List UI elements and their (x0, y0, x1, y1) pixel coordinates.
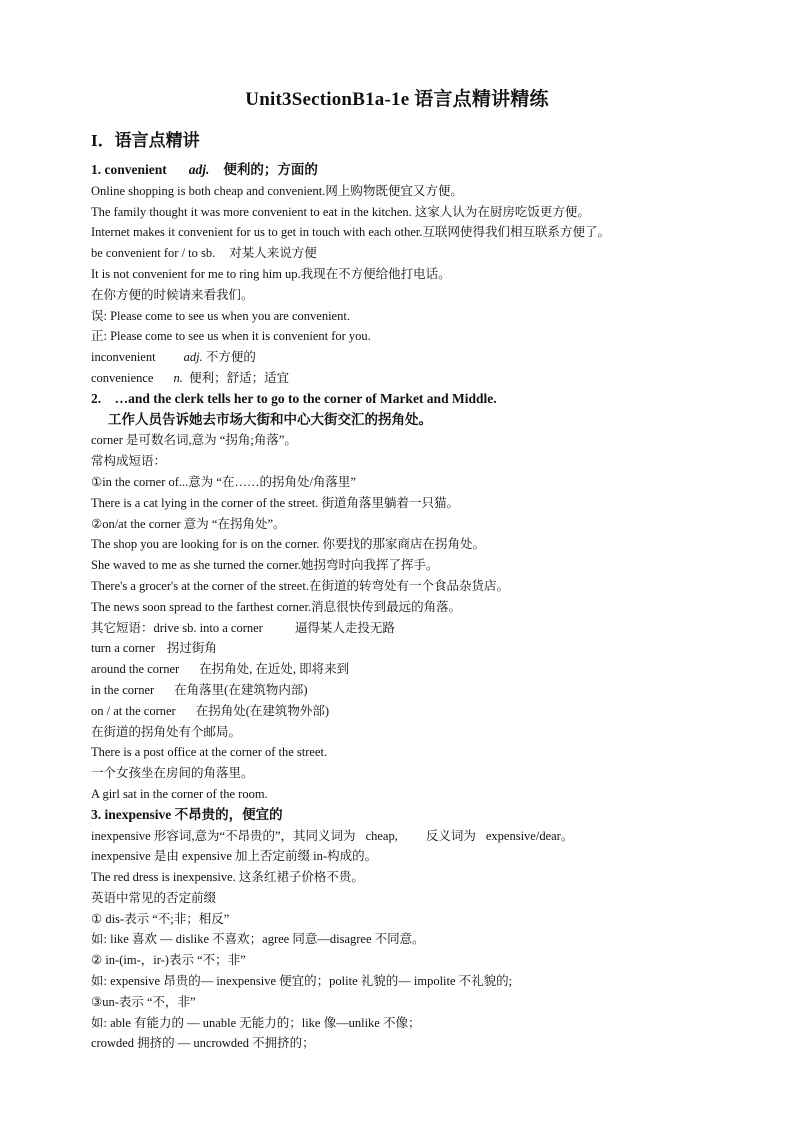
example-line: 如: expensive 昂贵的— inexpensive 便宜的；polite 礼貌的— impolite 不礼貌的; (91, 974, 513, 989)
explanation-line: ② in-(im-，ir-)表示 “不；非” (91, 953, 246, 968)
right-example: 正: Please come to see us when it is convenient for you. (91, 329, 371, 344)
explanation-part: inexpensive 形容词,意为“不昂贵的”，其同义词为 (91, 828, 356, 843)
item1-word: 1. convenient (91, 162, 167, 177)
phrase-line (91, 659, 731, 680)
explanation-line: inexpensive 是由 expensive 加上否定前缀 in-构成的。 (91, 849, 378, 864)
phrase-line (91, 701, 731, 722)
example-line: The family thought it was more convenient to eat in the kitchen. 这家人认为在厨房吃饭更方便。 (91, 204, 590, 219)
explanation-line (91, 826, 731, 847)
example-line: A girl sat in the corner of the room. (91, 786, 268, 801)
example-line: 在街道的拐角处有个邮局。 (91, 724, 242, 739)
page-title: Unit3SectionB1a-1e 语言点精讲精练 (245, 89, 549, 110)
section-heading: I．语言点精讲 (91, 131, 200, 150)
phrase-en: in the corner (91, 682, 155, 697)
word-meaning: 便利；舒适；适宜 (189, 370, 290, 385)
example-line: 如: able 有能力的 — unable 无能力的；like 像—unlike 不像； (91, 1015, 421, 1030)
phrase-zh: 对某人来说方便 (229, 246, 317, 261)
phrase-zh: 在角落里(在建筑物内部) (174, 682, 308, 697)
phrase-en: be convenient for / to sb. (91, 246, 216, 261)
example-line: crowded 拥挤的 — uncrowded 不拥挤的； (91, 1036, 315, 1051)
explanation-line: ①in the corner of...意为 “在……的拐角处/角落里” (91, 474, 356, 489)
item1-pos: adj. (188, 162, 210, 177)
explanation-part: 反义词为 (425, 828, 476, 843)
phrase-zh: 在拐角处(在建筑物外部) (195, 703, 330, 718)
example-line: Online shopping is both cheap and convenient.网上购物既便宜又方便。 (91, 183, 463, 198)
word-pos: adj. (183, 350, 203, 365)
explanation-line: 英语中常见的否定前缀 (91, 890, 217, 905)
phrase-line (91, 618, 731, 639)
document-body (91, 126, 731, 1054)
phrase-line (91, 243, 731, 264)
synonym: cheap, (365, 828, 398, 843)
word-line (91, 347, 731, 368)
wrong-example: 误: Please come to see us when you are convenient. (91, 308, 350, 323)
phrase-line (91, 680, 731, 701)
phrase-zh: 在拐角处, 在近处, 即将来到 (199, 662, 350, 677)
example-line: 在你方便的时候请来看我们。 (91, 287, 254, 302)
example-line: Internet makes it convenient for us to get in touch with each other.互联网使得我们相互联系方便了。 (91, 225, 611, 240)
example-line: The red dress is inexpensive. 这条红裙子价格不贵。 (91, 870, 364, 885)
word: convenience (91, 370, 154, 385)
explanation-line: ① dis-表示 “不;非；相反” (91, 911, 230, 926)
item2-heading-en: 2. …and the clerk tells her to go to the corner of Market and Middle. (91, 390, 497, 406)
explanation-line: 常构成短语： (91, 454, 167, 469)
phrase-line (91, 638, 731, 659)
example-line: There's a grocer's at the corner of the street.在街道的转弯处有一个食品杂货店。 (91, 578, 509, 593)
item3-heading: 3. inexpensive 不昂贵的，便宜的 (91, 806, 283, 822)
item1-meaning: 便利的；方面的 (223, 162, 318, 177)
phrase-en: around the corner (91, 662, 180, 677)
example-line: She waved to me as she turned the corner.她拐弯时向我挥了挥手。 (91, 558, 439, 573)
explanation-line: corner 是可数名词,意为 “拐角;角落”。 (91, 433, 297, 448)
example-line: It is not convenient for me to ring him up.我现在不方便给他打电话。 (91, 266, 451, 281)
word-pos: n. (173, 370, 183, 385)
example-line: 一个女孩坐在房间的角落里。 (91, 766, 254, 781)
phrase-zh: 拐过街角 (166, 641, 217, 656)
example-line: There is a cat lying in the corner of the street. 街道角落里躺着一只猫。 (91, 495, 459, 510)
example-line: There is a post office at the corner of the street. (91, 745, 328, 760)
phrase-en: 其它短语：drive sb. into a corner (91, 620, 263, 635)
phrase-zh: 逼得某人走投无路 (294, 620, 395, 635)
item2-heading-zh: 工作人员告诉她去市场大街和中心大街交汇的拐角处。 (108, 411, 432, 427)
example-line: 如: like 喜欢 — dislike 不喜欢；agree 同意—disagree 不同意。 (91, 932, 425, 947)
item1-heading (91, 160, 731, 181)
phrase-en: turn a corner (91, 641, 155, 656)
example-line: The news soon spread to the farthest corner.消息很快传到最远的角落。 (91, 599, 462, 614)
explanation-line: ②on/at the corner 意为 “在拐角处”。 (91, 516, 286, 531)
antonym: expensive/dear。 (485, 828, 574, 843)
word-line (91, 368, 731, 389)
explanation-line: ③un-表示 “不，非” (91, 994, 196, 1009)
example-line: The shop you are looking for is on the corner. 你要找的那家商店在拐角处。 (91, 537, 486, 552)
word-meaning: 不方便的 (205, 350, 256, 365)
phrase-en: on / at the corner (91, 703, 176, 718)
word: inconvenient (91, 350, 156, 365)
